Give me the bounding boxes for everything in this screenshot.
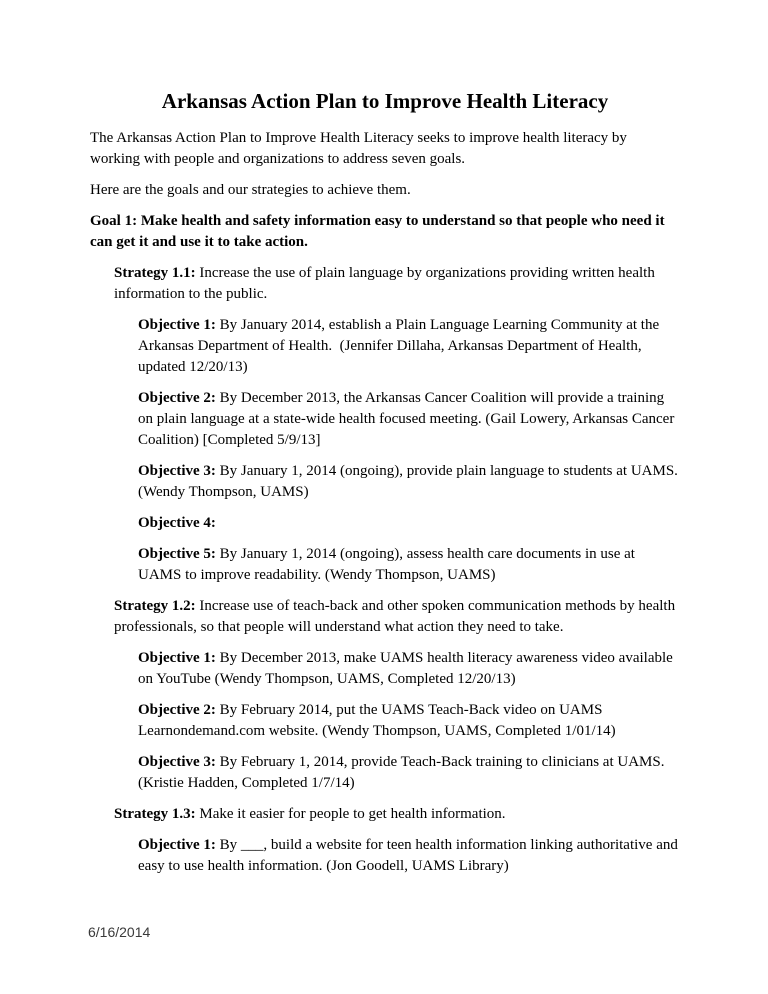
strategy-1-3-objectives (138, 835, 680, 877)
objective-label: Objective 5: (138, 546, 216, 562)
objective (138, 461, 680, 503)
objective-text: By January 1, 2014 (ongoing), assess health care documents in use at UAMS to improve readability. (Wendy Thompson, UAMS) (138, 546, 635, 583)
strategy-1-1-section (114, 263, 680, 586)
objective (138, 315, 680, 378)
objective-label: Objective 1: (138, 650, 216, 666)
objective-text: By February 1, 2014, provide Teach-Back training to clinicians at UAMS. (Kristie Hadden, Completed 1/7/14) (138, 754, 665, 791)
objective (138, 700, 680, 742)
strategy-1-2-text: Increase use of teach-back and other spoken communication methods by health professionals, so that people will understand what action they need to take. (114, 598, 676, 635)
objective-text: By January 1, 2014 (ongoing), provide plain language to students at UAMS. (Wendy Thompson, UAMS) (138, 463, 678, 500)
objective-text: By ___, build a website for teen health information linking authoritative and easy to use health information. (Jon Goodell, UAMS Library) (138, 837, 678, 874)
strategy-1-1-text: Increase the use of plain language by organizations providing written health information to the public. (114, 265, 655, 302)
objective-label: Objective 3: (138, 463, 216, 479)
strategy-1-1-paragraph (114, 263, 680, 305)
strategy-1-1-objectives (138, 315, 680, 586)
objective-label: Objective 3: (138, 754, 216, 770)
objective-text: By December 2013, the Arkansas Cancer Coalition will provide a training on plain language at a state-wide health focused meeting. (Gail Lowery, Arkansas Cancer Coalition) [Completed 5/9/13] (138, 390, 675, 448)
strategy-1-2-paragraph (114, 596, 680, 638)
footer-date: 6/16/2014 (88, 924, 151, 940)
strategy-1-3-paragraph (114, 804, 680, 825)
intro-paragraph-2: Here are the goals and our strategies to achieve them. (90, 182, 411, 198)
objective (138, 648, 680, 690)
objective (138, 544, 680, 586)
strategy-1-1-label: Strategy 1.1: (114, 265, 196, 281)
objective-label: Objective 1: (138, 837, 216, 853)
intro-paragraph-1: The Arkansas Action Plan to Improve Health Literacy seeks to improve health literacy by working with people and organizations to address seven goals. (90, 130, 627, 167)
objective (138, 513, 680, 534)
document-title: Arkansas Action Plan to Improve Health Literacy (161, 89, 609, 113)
strategy-1-2-objectives (138, 648, 680, 794)
strategy-1-3-label: Strategy 1.3: (114, 806, 196, 822)
objective-label: Objective 1: (138, 317, 216, 333)
objective (138, 752, 680, 794)
goal-1-heading: Goal 1: Make health and safety information easy to understand so that people who need it can get it and use it to take action. (90, 213, 665, 250)
objective (138, 388, 680, 451)
objective (138, 835, 680, 877)
objective-label: Objective 2: (138, 702, 216, 718)
objective-text: By December 2013, make UAMS health literacy awareness video available on YouTube (Wendy Thompson, UAMS, Completed 12/20/13) (138, 650, 673, 687)
strategy-1-2-label: Strategy 1.2: (114, 598, 196, 614)
objective-text: By January 2014, establish a Plain Language Learning Community at the Arkansas Department of Health. (Jennifer Dillaha, Arkansas Department of Health, updated 12/20/13) (138, 317, 660, 375)
strategy-1-2-section (114, 596, 680, 794)
objective-label: Objective 4: (138, 515, 216, 531)
strategy-1-3-section (114, 804, 680, 877)
objective-text: By February 2014, put the UAMS Teach-Back video on UAMS Learnondemand.com website. (Wendy Thompson, UAMS, Completed 1/01/14) (138, 702, 616, 739)
strategy-1-3-text: Make it easier for people to get health information. (199, 806, 506, 822)
objective-label: Objective 2: (138, 390, 216, 406)
